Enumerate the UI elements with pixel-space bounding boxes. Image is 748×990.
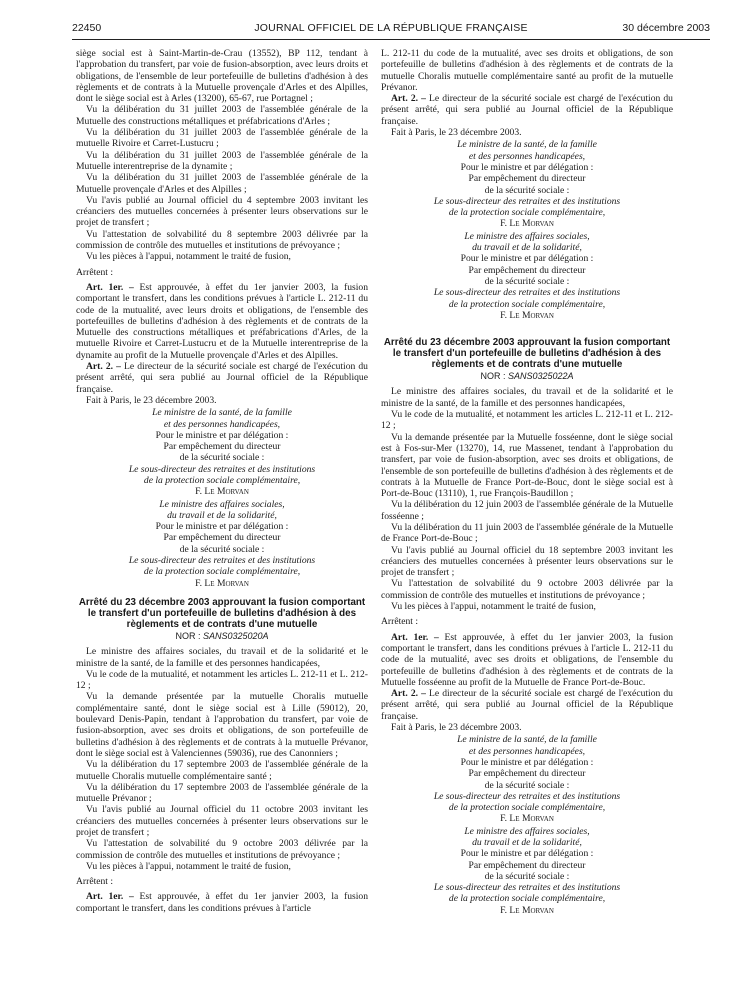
article-text: Est approuvée, à effet du 1er janvier 2003, la fusion comportant le transfert, dans les conditions prévues à l'article — [76, 891, 368, 914]
paragraph: Vu l'attestation de solvabilité du 8 septembre 2003 délivrée par la commission de contrôle des mutuelles et institutions de prévoyance ; — [76, 228, 368, 252]
paragraph: Vu les pièces à l'appui, notamment le traité de fusion, — [86, 251, 291, 263]
article-label: Art. 1er. – — [391, 631, 439, 643]
article-label: Art. 2. – — [86, 361, 121, 373]
signatory-name: F. Le Morvan — [500, 813, 554, 825]
decree-title: Arrêté du 23 décembre 2003 approuvant la fusion comportant le transfert d'un portefeuille de bulletins d'adhésion à des règlements et de contrats d'une mutuelle — [78, 596, 366, 630]
article-1 — [76, 891, 368, 914]
arretent-heading: Arrêtent : — [76, 266, 114, 278]
paragraph: Vu l'avis publié au Journal officiel du 4 septembre 2003 invitant les créanciers des mutuelles concernées à présenter leurs observations sur le projet de transfert ; — [76, 194, 368, 229]
signature-block: Le ministre des affaires sociales, du travail et de la solidarité, Pour le ministre et par délégation : Par empêchement du directeur de la sécurité sociale : Le sous-directeur des retraites et des institutions de la protection sociale complémentaire, F. Le Morvan — [381, 826, 673, 916]
signature-block: Le ministre des affaires sociales, du travail et de la solidarité, Pour le ministre et par délégation : Par empêchement du directeur de la sécurité sociale : Le sous-directeur des retraites et des institutions de la protection sociale complémentaire, F. Le Morvan — [381, 231, 673, 321]
fait-line: Fait à Paris, le 23 décembre 2003. — [86, 394, 217, 406]
paragraph: Vu la délibération du 31 juillet 2003 de l'assemblée générale de la mutuelle Rivoire et Carret-Lustucru ; — [76, 127, 368, 150]
paragraph: Vu les pièces à l'appui, notamment le traité de fusion, — [86, 860, 291, 872]
fait-line: Fait à Paris, le 23 décembre 2003. — [391, 127, 522, 139]
paragraph: Vu la délibération du 12 juin 2003 de l'assemblée générale de la Mutuelle fosséenne ; — [381, 499, 673, 522]
arretent-heading: Arrêtent : — [76, 876, 114, 888]
paragraph: Vu le code de la mutualité, et notamment les articles L. 212-11 et L. 212-12 ; — [76, 668, 368, 692]
article-text: Le directeur de la sécurité sociale est chargé de l'exécution du présent arrêté, qui sera publié au Journal officiel de la République française. — [381, 688, 673, 722]
article-1 — [381, 632, 673, 688]
right-column — [381, 48, 673, 917]
signatory-name: F. Le Morvan — [500, 904, 554, 916]
paragraph: L. 212-11 du code de la mutualité, avec ses droits et obligations, de son portefeuille de bulletins d'adhésion à des règlements et de contrats de la mutuelle Choralis mutuelle complémentaire santé au profit de la mutuelle Prévanor. — [381, 48, 673, 93]
signatory-name: F. Le Morvan — [195, 577, 249, 589]
left-column — [76, 48, 368, 914]
issue-date: 30 décembre 2003 — [622, 22, 710, 34]
article-label: Art. 1er. – — [86, 281, 134, 293]
page-header — [72, 22, 710, 38]
paragraph: Vu les pièces à l'appui, notamment le traité de fusion, — [391, 601, 596, 613]
paragraph: Vu la délibération du 31 juillet 2003 de l'assemblée générale de la Mutuelle provençale d'Arles et des Alpilles ; — [76, 172, 368, 195]
decree-title: Arrêté du 23 décembre 2003 approuvant la fusion comportant le transfert d'un portefeuille de bulletins d'adhésion à des règlements et de contrats d'une mutuelle — [383, 337, 671, 371]
paragraph: Le ministre des affaires sociales, du travail et de la solidarité et le ministre de la santé, de la famille et des personnes handicapées, — [76, 646, 368, 669]
paragraph: Vu la demande présentée par la Mutuelle fosséenne, dont le siège social est à Fos-sur-Mer (13270), 14, rue Massenet, tendant à l'approbation du transfert, par voie de fusion-absorption, avec ses droits et obligations, de l'ensemble de son portefeuille de bulletins d'adhésion à des règlements et de contrats à la Mutuelle de France Port-de-Bouc, dont le siège social est à Port-de-Bouc (13110), 1, rue François-Baudillon ; — [381, 431, 673, 500]
signatory-name: F. Le Morvan — [500, 309, 554, 321]
article-1 — [76, 282, 368, 361]
nor-reference: NOR : SANS0325020A — [175, 630, 269, 641]
header-rule — [72, 39, 710, 40]
signature-block: Le ministre de la santé, de la famille et des personnes handicapées, Pour le ministre et par délégation : Par empêchement du directeur de la sécurité sociale : Le sous-directeur des retraites et des institutions de la protection sociale complémentaire, F. Le Morvan — [381, 734, 673, 824]
article-text: Le directeur de la sécurité sociale est chargé de l'exécution du présent arrêté, qui sera publié au Journal officiel de la République française. — [76, 361, 368, 395]
article-label: Art. 2. – — [391, 688, 426, 700]
signature-block: Le ministre de la santé, de la famille et des personnes handicapées, Pour le ministre et par délégation : Par empêchement du directeur de la sécurité sociale : Le sous-directeur des retraites et des institutions de la protection sociale complémentaire, F. Le Morvan — [381, 139, 673, 229]
paragraph: Vu la délibération du 17 septembre 2003 de l'assemblée générale de la mutuelle Prévanor ; — [76, 781, 368, 805]
paragraph: Vu l'attestation de solvabilité du 9 octobre 2003 délivrée par la commission de contrôle des mutuelles et institutions de prévoyance ; — [76, 838, 368, 861]
paragraph: Vu le code de la mutualité, et notamment les articles L. 212-11 et L. 212-12 ; — [381, 409, 673, 432]
article-2 — [381, 688, 673, 722]
paragraph: Vu la délibération du 31 juillet 2003 de l'assemblée générale de la Mutuelle interentreprise de la dynamite ; — [76, 149, 368, 172]
article-2 — [381, 93, 673, 127]
journal-title: JOURNAL OFFICIEL DE LA RÉPUBLIQUE FRANÇAISE — [254, 22, 528, 34]
paragraph: siège social est à Saint-Martin-de-Crau (13552), BP 112, tendant à l'approbation du transfert, par voie de fusion-absorption, avec leurs droits et obligations, de l'ensemble de leur portefeuille de bulletins d'adhésion à des règlements et de contrats à la Mutuelle provençale d'Arles et des Alpilles, dont le siège social est à Arles (13200), 65-67, rue Portagnel ; — [76, 48, 368, 105]
article-text: Est approuvée, à effet du 1er janvier 2003, la fusion comportant le transfert, dans les conditions prévues à l'article L. 212-11 du code de la mutualité, avec leurs droits et obligations, de l'ensemble des portefeuilles de bulletins d'adhésion à des règlements et de contrats de la Mutuelle des constructions métalliques et préfabrications d'Arles, de la mutuelle Rivoire et Carret-Lustucru et de la Mutuelle interentreprise de la dynamite au profit de la Mutuelle provençale d'Arles et des Alpilles. — [76, 281, 368, 361]
paragraph: Vu la délibération du 17 septembre 2003 de l'assemblée générale de la mutuelle Choralis mutuelle complémentaire santé ; — [76, 759, 368, 782]
article-label: Art. 2. – — [391, 93, 426, 105]
nor-reference: NOR : SANS0325022A — [480, 371, 574, 382]
signature-block: Le ministre des affaires sociales, du travail et de la solidarité, Pour le ministre et par délégation : Par empêchement du directeur de la sécurité sociale : Le sous-directeur des retraites et des institutions de la protection sociale complémentaire, F. Le Morvan — [76, 499, 368, 589]
signatory-name: F. Le Morvan — [195, 486, 249, 498]
paragraph: Vu l'avis publié au Journal officiel du 18 septembre 2003 invitant les créanciers des mutuelles concernées à présenter leurs observations sur le projet de transfert ; — [381, 544, 673, 579]
page-number: 22450 — [72, 22, 102, 34]
paragraph: Le ministre des affaires sociales, du travail et de la solidarité et le ministre de la santé, de la famille et des personnes handicapées, — [381, 386, 673, 409]
paragraph: Vu la délibération du 31 juillet 2003 de l'assemblée générale de la Mutuelle des constructions métalliques et préfabrications d'Arles ; — [76, 104, 368, 127]
article-2 — [76, 361, 368, 395]
signatory-name: F. Le Morvan — [500, 218, 554, 230]
paragraph: Vu la délibération du 11 juin 2003 de l'assemblée générale de la Mutuelle de France Port-de-Bouc ; — [381, 521, 673, 545]
article-text: Est approuvée, à effet du 1er janvier 2003, la fusion comportant le transfert, dans les conditions prévues à l'article L. 212-11 du code de la mutualité, avec ses droits et obligations, de l'ensemble du portefeuille de bulletins d'adhésion à des règlements et de contrats de la Mutuelle fosséenne au profit de la Mutuelle de France Port-de-Bouc. — [381, 631, 673, 688]
article-text: Le directeur de la sécurité sociale est chargé de l'exécution du présent arrêté, qui sera publié au Journal officiel de la République française. — [381, 93, 673, 127]
fait-line: Fait à Paris, le 23 décembre 2003. — [391, 722, 522, 734]
paragraph: Vu l'attestation de solvabilité du 9 octobre 2003 délivrée par la commission de contrôle des mutuelles et institutions de prévoyance ; — [381, 578, 673, 601]
arretent-heading: Arrêtent : — [381, 616, 419, 628]
paragraph: Vu la demande présentée par la mutuelle Choralis mutuelle complémentaire santé, dont le siège social est à Lille (59012), 20, boulevard Denis-Papin, tendant à l'approbation du transfert, par voie de fusion-absorption, avec ses droits et obligations, de son portefeuille de bulletins d'adhésion à des règlements et de contrats à la mutuelle Prévanor, dont le siège social est à Valenciennes (59036), rue des Canonniers ; — [76, 691, 368, 759]
signature-block: Le ministre de la santé, de la famille et des personnes handicapées, Pour le ministre et par délégation : Par empêchement du directeur de la sécurité sociale : Le sous-directeur des retraites et des institutions de la protection sociale complémentaire, F. Le Morvan — [76, 407, 368, 497]
article-label: Art. 1er. – — [86, 891, 134, 903]
paragraph: Vu l'avis publié au Journal officiel du 11 octobre 2003 invitant les créanciers des mutuelles concernées à présenter leurs observations sur le projet de transfert ; — [76, 804, 368, 838]
